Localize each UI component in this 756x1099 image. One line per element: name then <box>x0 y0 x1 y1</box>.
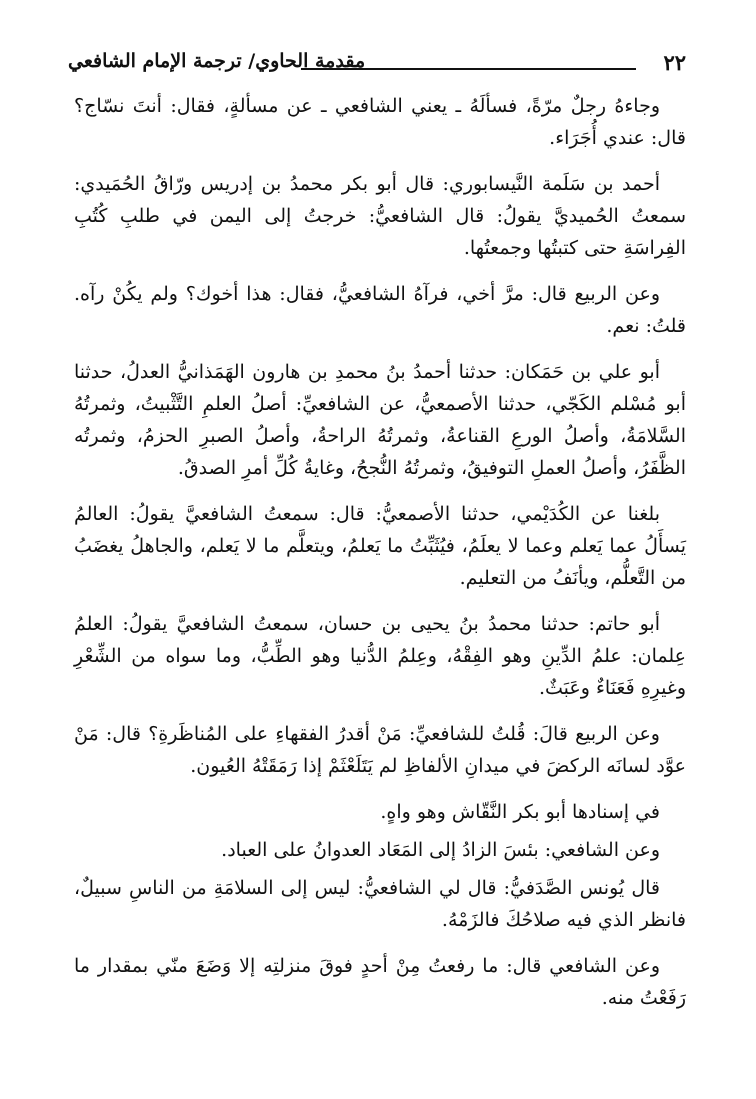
paragraph: أحمد بن سَلَمة النَّيسابوري: قال أبو بكر محمدُ بن إدريس ورّاقُ الحُمَيدي: سمعتُ الحُميديَّ يقولُ: قال الشافعيُّ: خرجتُ إلى اليمن في طلبِ كُتُبِ الفِراسَةِ حتى كتبتُها وجمعتُها. <box>74 173 686 259</box>
paragraph: في إسنادها أبو بكر النَّقّاش وهو واهٍ. <box>380 801 660 823</box>
page-body <box>74 90 686 1028</box>
running-head: مقدمة الحاوي/ ترجمة الإمام الشافعي <box>68 50 366 72</box>
page-number: ٢٢ <box>663 50 686 75</box>
paragraph: أبو علي بن حَمَكان: حدثنا أحمدُ بنُ محمدِ بن هارون الهَمَذانيُّ العدلُ، حدثنا أبو مُسْلم الكَجّي، حدثنا الأصمعيُّ، عن الشافعيِّ: أصلُ العلمِ التَّثْبيتُ، وثمرتُهُ السَّلامَةُ، وأصلُ الورعِ القناعةُ، وثمرتُهُ الراحةُ، وأصلُ الصبرِ الحزمُ، وثمرتُه الظَّفَرُ، وأصلُ العملِ التوفيقُ، وثمرتُهُ النُّجحُ، وغايةُ كُلِّ أمرِ الصدقُ. <box>74 361 686 479</box>
page-header <box>68 44 686 84</box>
paragraph: بلغنا عن الكُدَيْمي، حدثنا الأصمعيُّ: قال: سمعتُ الشافعيَّ يقولُ: العالمُ يَسأَلُ عما يَعلم وعما لا يعلَمُ، فيُثَبِّتُ ما يَعلمُ، ويتعلَّم ما لا يَعلم، والجاهلُ يغضَبُ من التَّعلُّم، ويأنَفُ من التعليم. <box>74 503 686 589</box>
paragraph: وعن الشافعي: بئسَ الزادُ إلى المَعَاد العدوانُ على العباد. <box>221 839 660 861</box>
paragraph: قال يُونس الصَّدَفيُّ: قال لي الشافعيُّ: ليس إلى السلامَةِ من الناسِ سبيلٌ، فانظر الذي فيه صلاحُكَ فالزَمْهُ. <box>74 877 686 931</box>
paragraph: وعن الربيع قالَ: قُلتُ للشافعيِّ: مَنْ أقدرُ الفقهاءِ على المُناظَرةِ؟ قال: مَنْ عوَّد لسانَه الركضَ في ميدانِ الألفاظِ لم يَتَلَعْثَمْ إذا رَمَقَتْهُ العُيون. <box>74 723 686 777</box>
paragraph: وعن الربيع قال: مرَّ أخي، فرآهُ الشافعيُّ، فقال: هذا أخوك؟ ولم يكُنْ رآه. قلتُ: نعم. <box>74 283 686 337</box>
paragraph: وجاءهُ رجلٌ مرّةً، فسألَهُ ـ يعني الشافعي ـ عن مسألةٍ، فقال: أنتَ نسّاج؟ قال: عندي أُجَرَاء. <box>74 95 686 149</box>
paragraph: وعن الشافعي قال: ما رفعتُ مِنْ أحدٍ فوقَ منزلتِه إلا وَضَعَ منّي بمقدار ما رَفَعْتُ منه. <box>74 955 686 1009</box>
paragraph: أبو حاتم: حدثنا محمدُ بنُ يحيى بن حسان، سمعتُ الشافعيَّ يقولُ: العلمُ عِلمان: علمُ الدِّينِ وهو الفِقْهُ، وعِلمُ الدُّنيا وهو الطِّبُّ، وما سواه من الشِّعْرِ وغيرِهِ فَعَنَاءٌ وعَبَثٌ. <box>74 613 686 699</box>
